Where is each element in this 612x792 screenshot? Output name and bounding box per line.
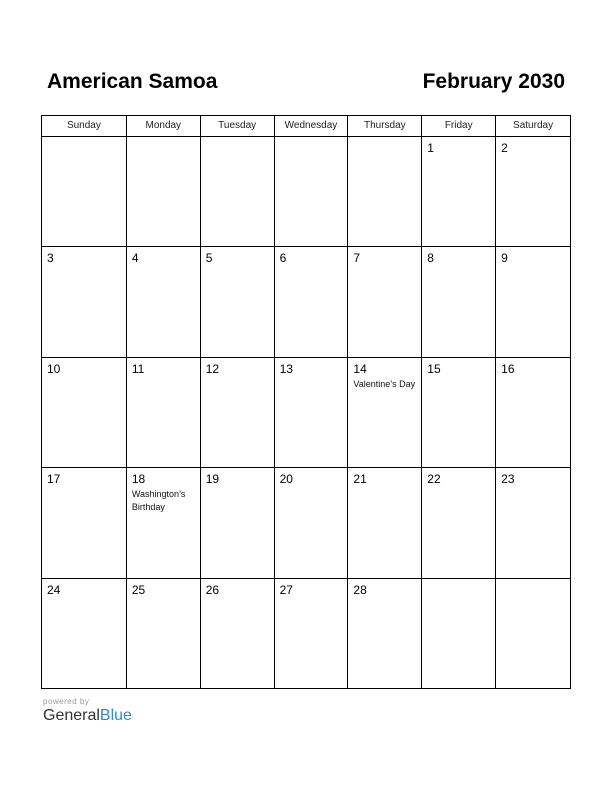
day-number: 14 xyxy=(353,361,367,376)
day-cell xyxy=(422,468,496,578)
week-row xyxy=(42,468,571,578)
calendar-header xyxy=(47,70,565,100)
day-cell xyxy=(42,468,127,578)
day-cell xyxy=(127,579,201,689)
brand-name-part1: General xyxy=(43,707,100,724)
day-cell xyxy=(42,247,127,357)
week-row xyxy=(42,137,571,247)
day-number: 22 xyxy=(427,472,441,487)
brand-name-part2: Blue xyxy=(99,707,132,724)
day-number: 9 xyxy=(501,251,508,266)
powered-by-text: powered by xyxy=(43,697,90,706)
day-number: 19 xyxy=(205,472,220,487)
day-cell xyxy=(127,247,201,357)
weekday-sunday: Sunday xyxy=(42,116,127,137)
day-number: 23 xyxy=(501,472,515,487)
week-row xyxy=(42,358,571,468)
footer-branding xyxy=(43,697,132,725)
day-number: 16 xyxy=(501,361,515,376)
day-number: 12 xyxy=(205,361,220,376)
weekday-tuesday: Tuesday xyxy=(201,116,275,137)
brand-logo[interactable] xyxy=(43,707,132,725)
day-cell xyxy=(127,137,201,247)
day-number: 13 xyxy=(279,361,293,376)
day-cell xyxy=(422,579,496,689)
day-cell xyxy=(275,468,349,578)
day-cell xyxy=(275,137,349,247)
day-cell xyxy=(42,137,127,247)
holiday-label: Valentine’s Day xyxy=(353,378,416,389)
day-number: 3 xyxy=(47,251,54,266)
day-cell xyxy=(201,579,275,689)
day-number: 21 xyxy=(353,472,367,487)
day-cell xyxy=(42,579,127,689)
day-cell xyxy=(275,579,349,689)
holiday-label: Washington’s Birthday xyxy=(131,489,186,513)
day-number: 7 xyxy=(353,251,361,266)
calendar-grid xyxy=(41,115,571,689)
day-cell xyxy=(496,468,571,578)
day-cell xyxy=(275,358,349,468)
weekday-header-row xyxy=(42,116,571,137)
day-cell xyxy=(201,468,275,578)
day-cell xyxy=(275,247,349,357)
day-cell xyxy=(348,579,422,689)
day-cell xyxy=(348,247,422,357)
week-row xyxy=(42,247,571,357)
day-number: 6 xyxy=(279,251,287,266)
day-number: 28 xyxy=(353,582,367,597)
day-cell xyxy=(422,247,496,357)
day-cell xyxy=(422,358,496,468)
day-number: 1 xyxy=(427,141,434,155)
day-cell xyxy=(127,468,201,578)
day-number: 8 xyxy=(427,251,434,266)
day-cell xyxy=(201,137,275,247)
week-row xyxy=(42,579,571,689)
day-number: 18 xyxy=(131,472,146,487)
day-cell xyxy=(201,247,275,357)
day-number: 24 xyxy=(47,582,61,597)
day-number: 11 xyxy=(131,361,145,376)
day-cell xyxy=(348,358,422,468)
weekday-thursday: Thursday xyxy=(348,116,422,137)
day-number: 10 xyxy=(47,361,61,376)
day-number: 25 xyxy=(131,582,146,597)
day-cell xyxy=(201,358,275,468)
day-cell xyxy=(496,137,571,247)
weekday-monday: Monday xyxy=(127,116,201,137)
day-cell xyxy=(496,579,571,689)
weekday-saturday: Saturday xyxy=(496,116,571,137)
day-cell xyxy=(127,358,201,468)
weekday-friday: Friday xyxy=(422,116,496,137)
day-number: 27 xyxy=(279,582,293,597)
month-title: February 2030 xyxy=(422,70,565,93)
weekday-wednesday: Wednesday xyxy=(275,116,349,137)
day-number: 2 xyxy=(501,141,508,155)
day-number: 15 xyxy=(427,361,441,376)
day-cell xyxy=(348,137,422,247)
day-cell xyxy=(348,468,422,578)
country-title: American Samoa xyxy=(47,70,218,93)
day-cell xyxy=(422,137,496,247)
day-cell xyxy=(42,358,127,468)
day-number: 4 xyxy=(131,251,139,266)
day-number: 5 xyxy=(205,251,213,266)
day-number: 20 xyxy=(279,472,293,487)
day-cell xyxy=(496,358,571,468)
day-number: 17 xyxy=(47,472,61,487)
day-number: 26 xyxy=(205,582,220,597)
day-cell xyxy=(496,247,571,357)
